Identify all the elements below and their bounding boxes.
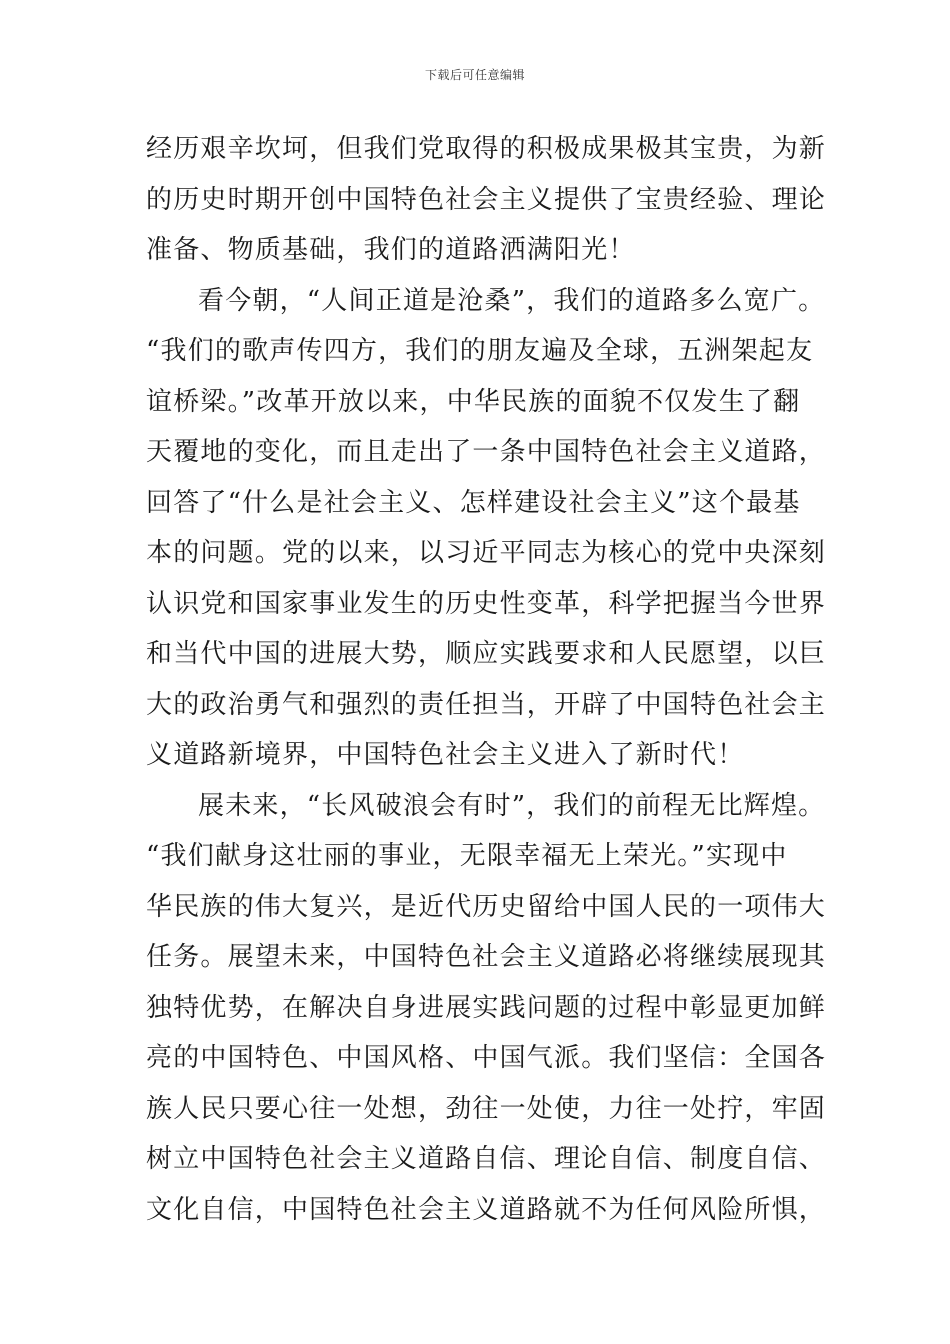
paragraph-start-line: 看今朝，“人间正道是沧桑”，我们的道路多么宽广。 [198,285,826,316]
text-line: 独特优势，在解决自身进展实践问题的过程中彰显更加鲜 [146,992,827,1023]
text-line: 文化自信，中国特色社会主义道路就不为任何风险所惧， [146,1194,827,1225]
text-line: 亮的中国特色、中国风格、中国气派。我们坚信：全国各 [146,1043,827,1073]
text-line: 树立中国特色社会主义道路自信、理论自信、制度自信、 [146,1144,827,1174]
text-line: 谊桥梁。”改革开放以来，中华民族的面貌不仅发生了翻 [146,386,801,417]
text-line: 和当代中国的进展大势，顺应实践要求和人民愿望，以巨 [146,639,827,669]
paragraph-start-line: 展未来，“长风破浪会有时”，我们的前程无比辉煌。 [198,790,826,821]
text-line: “我们献身这壮丽的事业，无限幸福无上荣光。”实现中 [146,841,788,871]
text-line: 族人民只要心往一处想，劲往一处使，力往一处拧，牢固 [146,1093,827,1124]
text-line: 回答了“什么是社会主义、怎样建设社会主义”这个最基 [146,487,801,518]
text-line: 准备、物质基础，我们的道路洒满阳光！ [146,235,636,265]
text-line: 任务。展望未来，中国特色社会主义道路必将继续展现其 [146,942,827,972]
text-line: 的历史时期开创中国特色社会主义提供了宝贵经验、理论 [146,184,827,215]
text-line: 认识党和国家事业发生的历史性变革，科学把握当今世界 [146,588,827,619]
document-body [146,124,827,1235]
text-line: 大的政治勇气和强烈的责任担当，开辟了中国特色社会主 [146,689,827,720]
text-line: “我们的歌声传四方，我们的朋友遍及全球，五洲架起友 [146,336,814,366]
text-line: 经历艰辛坎坷，但我们党取得的积极成果极其宝贵，为新 [146,134,827,164]
text-line: 本的问题。党的以来，以习近平同志为核心的党中央深刻 [146,538,827,568]
text-line: 天覆地的变化，而且走出了一条中国特色社会主义道路， [146,437,827,467]
text-line: 义道路新境界，中国特色社会主义进入了新时代！ [146,740,745,770]
text-line: 华民族的伟大复兴，是近代历史留给中国人民的一项伟大 [146,891,827,922]
page-header: 下载后可任意编辑 [424,68,525,82]
